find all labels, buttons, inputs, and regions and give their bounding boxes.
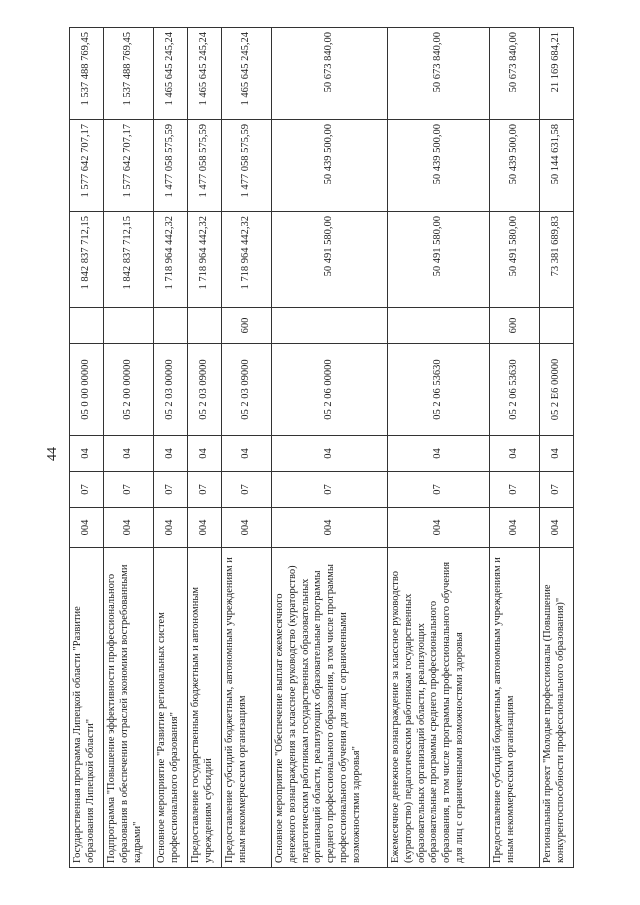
section-code-cell: 07 xyxy=(104,472,154,508)
sum-column-3-cell: 50 673 840,00 xyxy=(388,28,490,120)
sum-column-3-cell: 21 169 684,21 xyxy=(540,28,574,120)
admin-code-cell: 004 xyxy=(272,508,388,548)
sum-column-1-cell: 50 491 580,00 xyxy=(388,212,490,308)
row-name-cell: Предоставление субсидий бюджетным, автономным учреждениям и иным некоммерческим организациям xyxy=(490,548,540,868)
subsection-code-cell: 04 xyxy=(154,436,188,472)
row-name-cell: Основное мероприятие "Развитие региональных систем профессионального образования" xyxy=(154,548,188,868)
section-code-cell: 07 xyxy=(272,472,388,508)
subsection-code-cell: 04 xyxy=(70,436,104,472)
admin-code-cell: 004 xyxy=(540,508,574,548)
admin-code-cell: 004 xyxy=(154,508,188,548)
expense-type-cell xyxy=(154,308,188,344)
sum-column-2-cell: 50 439 500,00 xyxy=(272,120,388,212)
admin-code-cell: 004 xyxy=(222,508,272,548)
row-name-cell: Предоставление государственным бюджетным и автономным учреждениям субсидий xyxy=(188,548,222,868)
subsection-code-cell: 04 xyxy=(188,436,222,472)
row-name-cell: Основное мероприятие "Обеспечение выплат ежемесячного денежного вознаграждения за классное руководство (кураторство) педагогическим работникам государственных образовательных организаций области, реализующих образовательные программы среднего профессионального образования, в том числе программы профессионального обучения для лиц с ограниченными возможностями здоровья" xyxy=(272,548,388,868)
row-name-cell: Подпрограмма "Повышение эффективности профессионального образования в обеспечении отраслей экономики востребованными кадрами" xyxy=(104,548,154,868)
admin-code-cell: 004 xyxy=(490,508,540,548)
section-code-cell: 07 xyxy=(490,472,540,508)
sum-column-3-cell: 1 465 645 245,24 xyxy=(188,28,222,120)
sum-column-3-cell: 1 465 645 245,24 xyxy=(154,28,188,120)
subsection-code-cell: 04 xyxy=(272,436,388,472)
admin-code-cell: 004 xyxy=(388,508,490,548)
expense-type-cell: 600 xyxy=(222,308,272,344)
subsection-code-cell: 04 xyxy=(388,436,490,472)
row-name-cell: Государственная программа Липецкой области "Развитие образования Липецкой области" xyxy=(70,548,104,868)
table-row xyxy=(490,28,540,868)
table-row xyxy=(104,28,154,868)
sum-column-1-cell: 1 718 964 442,32 xyxy=(154,212,188,308)
expense-type-cell xyxy=(188,308,222,344)
table-body xyxy=(70,28,574,868)
table-row xyxy=(388,28,490,868)
sum-column-1-cell: 1 718 964 442,32 xyxy=(188,212,222,308)
subsection-code-cell: 04 xyxy=(540,436,574,472)
sum-column-2-cell: 50 144 631,58 xyxy=(540,120,574,212)
sum-column-1-cell: 1 718 964 442,32 xyxy=(222,212,272,308)
section-code-cell: 07 xyxy=(540,472,574,508)
table-row xyxy=(272,28,388,868)
admin-code-cell: 004 xyxy=(188,508,222,548)
target-article-cell: 05 2 03 00000 xyxy=(154,344,188,436)
sum-column-1-cell: 50 491 580,00 xyxy=(490,212,540,308)
sum-column-3-cell: 50 673 840,00 xyxy=(272,28,388,120)
target-article-cell: 05 0 00 00000 xyxy=(70,344,104,436)
sum-column-3-cell: 1 537 488 769,45 xyxy=(104,28,154,120)
section-code-cell: 07 xyxy=(154,472,188,508)
section-code-cell: 07 xyxy=(188,472,222,508)
sum-column-1-cell: 1 842 837 712,15 xyxy=(104,212,154,308)
target-article-cell: 05 2 06 53630 xyxy=(388,344,490,436)
subsection-code-cell: 04 xyxy=(490,436,540,472)
sum-column-2-cell: 1 477 058 575,59 xyxy=(188,120,222,212)
sum-column-1-cell: 50 491 580,00 xyxy=(272,212,388,308)
sum-column-2-cell: 1 577 642 707,17 xyxy=(70,120,104,212)
sum-column-2-cell: 1 577 642 707,17 xyxy=(104,120,154,212)
expense-type-cell: 600 xyxy=(490,308,540,344)
subsection-code-cell: 04 xyxy=(222,436,272,472)
section-code-cell: 07 xyxy=(222,472,272,508)
sum-column-2-cell: 1 477 058 575,59 xyxy=(222,120,272,212)
target-article-cell: 05 2 06 53630 xyxy=(490,344,540,436)
section-code-cell: 07 xyxy=(388,472,490,508)
table-row xyxy=(154,28,188,868)
expense-type-cell xyxy=(104,308,154,344)
sum-column-3-cell: 1 465 645 245,24 xyxy=(222,28,272,120)
expense-type-cell xyxy=(388,308,490,344)
target-article-cell: 05 2 Е6 00000 xyxy=(540,344,574,436)
budget-table xyxy=(69,27,574,868)
table-row xyxy=(188,28,222,868)
row-name-cell: Ежемесячное денежное вознаграждение за классное руководство (кураторство) педагогическим работникам государственных образовательных организаций области, реализующих образовательные программы среднего профессионального образования, в том числе программы профессионального обучения для лиц с ограниченными возможностями здоровья xyxy=(388,548,490,868)
table-row xyxy=(70,28,104,868)
sum-column-2-cell: 50 439 500,00 xyxy=(490,120,540,212)
section-code-cell: 07 xyxy=(70,472,104,508)
sum-column-2-cell: 50 439 500,00 xyxy=(388,120,490,212)
page-number: 44 xyxy=(45,447,60,461)
sum-column-3-cell: 1 537 488 769,45 xyxy=(70,28,104,120)
target-article-cell: 05 2 03 09000 xyxy=(188,344,222,436)
target-article-cell: 05 2 03 09000 xyxy=(222,344,272,436)
admin-code-cell: 004 xyxy=(104,508,154,548)
expense-type-cell xyxy=(70,308,104,344)
table-row xyxy=(540,28,574,868)
expense-type-cell xyxy=(272,308,388,344)
sum-column-1-cell: 1 842 837 712,15 xyxy=(70,212,104,308)
target-article-cell: 05 2 00 00000 xyxy=(104,344,154,436)
row-name-cell: Региональный проект "Молодые профессионалы (Повышение конкурентоспособности профессионального образования)" xyxy=(540,548,574,868)
sum-column-1-cell: 73 381 689,83 xyxy=(540,212,574,308)
sum-column-3-cell: 50 673 840,00 xyxy=(490,28,540,120)
rotated-table-container xyxy=(69,28,565,868)
row-name-cell: Предоставление субсидий бюджетным, автономным учреждениям и иным некоммерческим организациям xyxy=(222,548,272,868)
subsection-code-cell: 04 xyxy=(104,436,154,472)
expense-type-cell xyxy=(540,308,574,344)
target-article-cell: 05 2 06 00000 xyxy=(272,344,388,436)
sum-column-2-cell: 1 477 058 575,59 xyxy=(154,120,188,212)
table-row xyxy=(222,28,272,868)
admin-code-cell: 004 xyxy=(70,508,104,548)
